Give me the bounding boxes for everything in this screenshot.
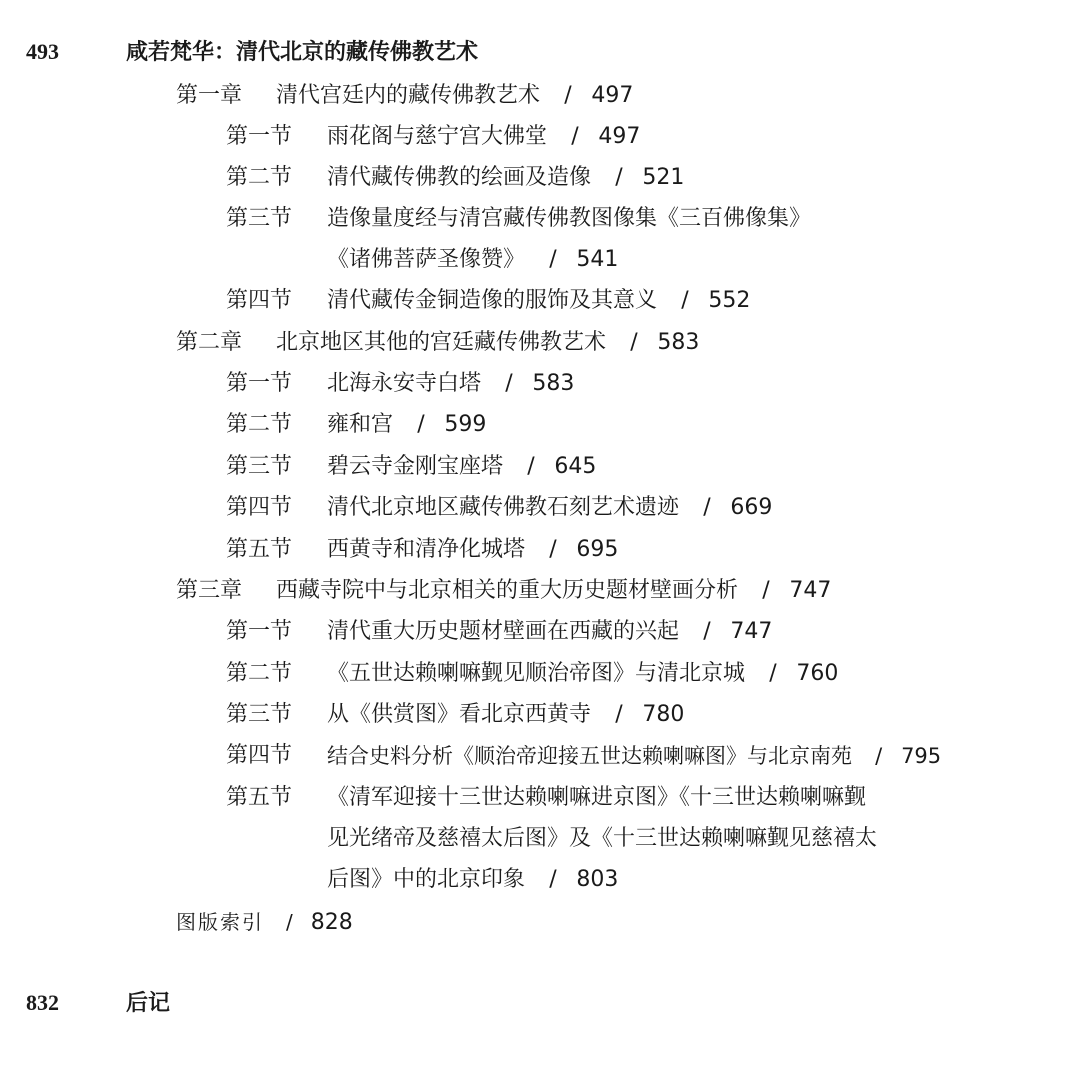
part-number: 493 <box>26 39 59 64</box>
part-title: 咸若梵华：清代北京的藏传佛教艺术 <box>126 39 479 65</box>
section-label: 第四节 <box>226 495 293 520</box>
separator: / <box>527 454 535 479</box>
chapter-title: 清代宫廷内的藏传佛教艺术 <box>276 83 541 108</box>
toc-chapter-1[interactable] <box>0 81 1080 111</box>
section-label: 第三节 <box>226 454 293 479</box>
chapter-label: 第二章 <box>176 330 243 355</box>
separator: / <box>630 330 638 355</box>
section-label: 第三节 <box>226 206 293 231</box>
page-number: 583 <box>657 330 700 355</box>
toc-section[interactable] <box>0 783 1080 895</box>
section-title-line-2: 《诸佛菩萨圣像赞》 <box>327 247 526 272</box>
page-number: 803 <box>576 867 619 892</box>
separator: / <box>571 124 579 149</box>
separator: / <box>564 83 572 108</box>
section-title: 雍和宫 <box>327 412 394 437</box>
page-number: 795 <box>901 744 942 768</box>
toc-section[interactable] <box>0 493 1080 523</box>
page-number: 669 <box>730 495 773 520</box>
page-number: 747 <box>730 619 773 644</box>
toc-section[interactable] <box>0 204 1080 275</box>
section-label: 第五节 <box>226 537 293 562</box>
separator: / <box>417 412 425 437</box>
section-title: 碧云寺金刚宝座塔 <box>327 454 504 479</box>
toc-section[interactable] <box>0 535 1080 565</box>
section-title-line-1: 造像量度经与清宫藏传佛教图像集《三百佛像集》 <box>327 206 812 231</box>
toc-section[interactable] <box>0 122 1080 152</box>
toc-section[interactable] <box>0 452 1080 482</box>
page-number: 552 <box>708 288 751 313</box>
separator: / <box>762 578 770 603</box>
separator: / <box>769 661 777 686</box>
page-number: 780 <box>642 702 685 727</box>
page-number: 497 <box>598 124 641 149</box>
section-label: 第三节 <box>226 702 293 727</box>
section-label: 第一节 <box>226 619 293 644</box>
separator: / <box>286 910 293 934</box>
toc-chapter-2[interactable] <box>0 328 1080 358</box>
section-title-line-2: 见光绪帝及慈禧太后图》及《十三世达赖喇嘛觐见慈禧太 <box>327 826 878 851</box>
chapter-label: 第三章 <box>176 578 243 603</box>
section-label: 第二节 <box>226 412 293 437</box>
page-number: 599 <box>444 412 487 437</box>
page-number: 747 <box>789 578 832 603</box>
section-title: 从《供赏图》看北京西黄寺 <box>327 702 592 727</box>
section-title-line-1: 《清军迎接十三世达赖喇嘛进京图》《十三世达赖喇嘛觐 <box>327 785 867 810</box>
page-number: 521 <box>642 165 685 190</box>
toc-section[interactable] <box>0 741 1080 771</box>
separator: / <box>703 495 711 520</box>
toc-plate-index[interactable] <box>0 907 1080 937</box>
section-title: 雨花阁与慈宁宫大佛堂 <box>327 124 548 149</box>
toc-section[interactable] <box>0 369 1080 399</box>
section-title: 清代北京地区藏传佛教石刻艺术遗迹 <box>327 495 680 520</box>
toc-section[interactable] <box>0 286 1080 316</box>
section-label: 第一节 <box>226 371 293 396</box>
toc-section[interactable] <box>0 163 1080 193</box>
separator: / <box>875 744 883 768</box>
separator: / <box>703 619 711 644</box>
section-title: 西黄寺和清净化城塔 <box>327 537 526 562</box>
separator: / <box>615 165 623 190</box>
section-title: 清代藏传佛教的绘画及造像 <box>327 165 592 190</box>
separator: / <box>615 702 623 727</box>
page-number: 828 <box>310 910 353 935</box>
part-title: 后记 <box>126 990 171 1016</box>
section-label: 第二节 <box>226 661 293 686</box>
toc-section[interactable] <box>0 617 1080 647</box>
section-label: 第一节 <box>226 124 293 149</box>
page-number: 583 <box>532 371 575 396</box>
section-title: 结合史料分析《顺治帝迎接五世达赖喇嘛图》与北京南苑 <box>327 744 852 768</box>
separator: / <box>549 867 557 892</box>
separator: / <box>681 288 689 313</box>
section-title: 北海永安寺白塔 <box>327 371 482 396</box>
section-label: 第四节 <box>226 743 293 768</box>
section-title-line-3: 后图》中的北京印象 <box>327 867 526 892</box>
chapter-title: 北京地区其他的宫廷藏传佛教艺术 <box>276 330 607 355</box>
separator: / <box>549 537 557 562</box>
toc-chapter-3[interactable] <box>0 576 1080 606</box>
section-title: 《五世达赖喇嘛觐见顺治帝图》与清北京城 <box>327 661 746 686</box>
page-number: 695 <box>576 537 619 562</box>
section-title: 清代藏传金铜造像的服饰及其意义 <box>327 288 658 313</box>
section-title: 清代重大历史题材壁画在西藏的兴起 <box>327 619 680 644</box>
page-number: 541 <box>576 247 619 272</box>
toc-section[interactable] <box>0 659 1080 689</box>
toc-section[interactable] <box>0 410 1080 440</box>
toc-section[interactable] <box>0 700 1080 730</box>
index-title: 图版索引 <box>176 910 264 934</box>
page-number: 497 <box>591 83 634 108</box>
section-label: 第五节 <box>226 785 293 810</box>
page-number: 645 <box>554 454 597 479</box>
section-label: 第四节 <box>226 288 293 313</box>
part-number: 832 <box>26 990 59 1015</box>
separator: / <box>505 371 513 396</box>
section-label: 第二节 <box>226 165 293 190</box>
page-number: 760 <box>796 661 839 686</box>
separator: / <box>549 247 557 272</box>
chapter-label: 第一章 <box>176 83 243 108</box>
chapter-title: 西藏寺院中与北京相关的重大历史题材壁画分析 <box>276 578 739 603</box>
